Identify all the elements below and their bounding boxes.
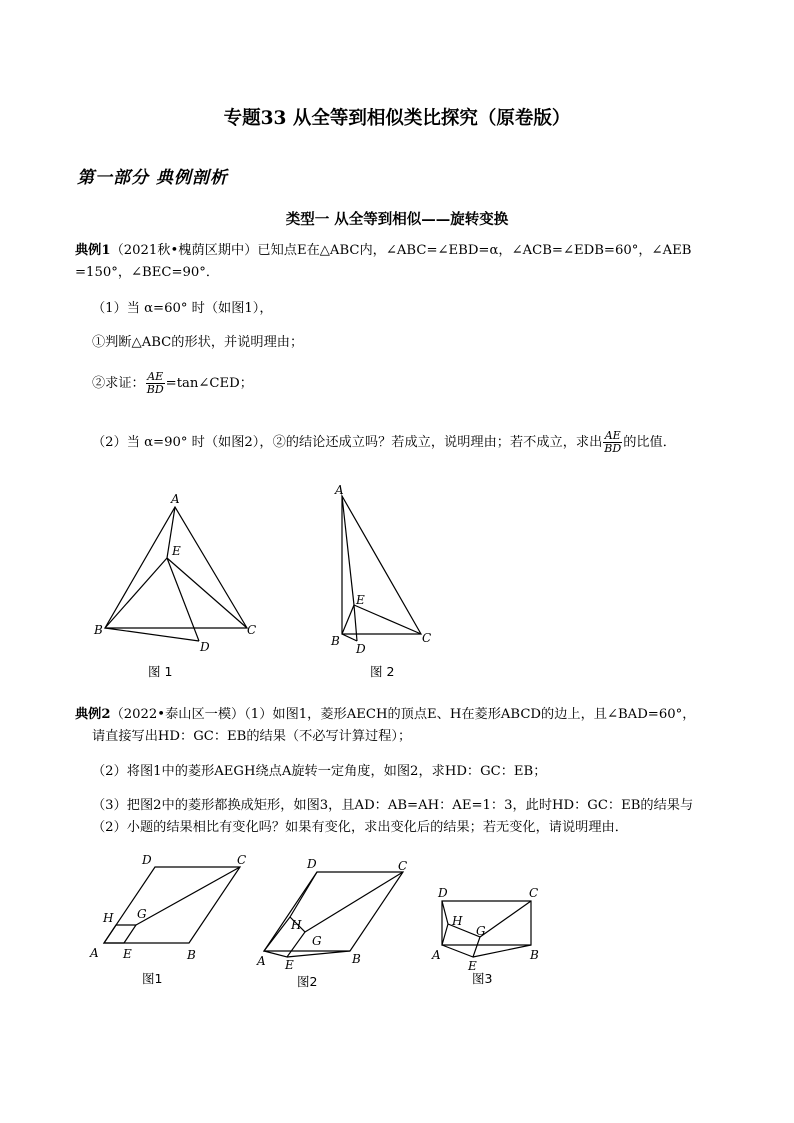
label-c: C: [237, 853, 247, 867]
ex1-q2-post: 的比值．: [623, 435, 676, 450]
label-b: B: [352, 952, 361, 966]
figure-caption: 图3: [472, 971, 493, 986]
label-d: D: [356, 642, 366, 656]
figure-caption: 图1: [142, 971, 163, 986]
ex1-q2-pre: （2）当 α=90° 时（如图2），②的结论还成立吗？若成立，说明理由；若不成立，求出: [92, 435, 603, 450]
ex2-line1-text: （2022•泰山区一模）（1）如图1，菱形AECH的顶点E、H在菱形ABCD的边上，且∠BAD=60°，: [110, 707, 696, 722]
label-a: A: [432, 948, 441, 962]
label-a: A: [257, 954, 266, 968]
label-e: E: [285, 958, 294, 972]
fraction-denominator: BD: [604, 442, 622, 455]
label-e: E: [123, 947, 132, 961]
rectangle-aegh: [442, 924, 480, 957]
ex1-label: 典例1: [75, 243, 111, 258]
figure-caption: 图 1: [148, 664, 173, 679]
label-b: B: [94, 623, 103, 637]
ex2-q3b: （2）小题的结果相比有变化吗？如果有变化，求出变化后的结果；若无变化，请说明理由．: [92, 820, 628, 835]
segment-gc: [480, 901, 531, 937]
label-g: G: [312, 934, 322, 948]
label-h: H: [452, 914, 463, 928]
label-b: B: [530, 948, 539, 962]
label-c: C: [247, 623, 257, 637]
ex1-q1: （1）当 α=60° 时（如图1），: [92, 301, 273, 316]
type-heading: 类型一 从全等到相似——旋转变换: [285, 211, 509, 228]
label-a: A: [171, 492, 180, 506]
ex1-line1-text: （2021秋•槐荫区期中）已知点E在△ABC内，∠ABC=∠EBD=α，∠ACB=∠EDB=60°，∠AEB: [110, 243, 692, 258]
label-g: G: [476, 924, 486, 938]
fraction-denominator: BD: [146, 383, 164, 396]
ex1-q1b-pre: ②求证：: [92, 376, 145, 391]
label-c: C: [398, 859, 408, 873]
label-a: A: [90, 946, 99, 960]
ex2-line2: 请直接写出HD：GC：EB的结果（不必写计算过程）；: [92, 729, 412, 744]
figure-caption: 图 2: [370, 664, 395, 679]
fraction-numerator: AE: [147, 370, 164, 383]
label-d: D: [142, 853, 152, 867]
part-heading: 第一部分 典例剖析: [77, 168, 228, 188]
label-h: H: [291, 918, 302, 932]
label-e: E: [468, 959, 477, 973]
label-a: A: [335, 483, 344, 497]
ex1-q1b-post: =tan∠CED；: [165, 376, 253, 391]
ex1-q1a: ①判断△ABC的形状，并说明理由；: [92, 335, 304, 350]
label-e: E: [172, 544, 181, 558]
ex2-label: 典例2: [75, 707, 111, 722]
label-b: B: [331, 634, 340, 648]
label-d: D: [307, 857, 317, 871]
ex2-q3a: （3）把图2中的菱形都换成矩形，如图3，且AD：AB=AH：AE=1：3，此时HD：GC：EB的结果与: [92, 798, 694, 813]
label-c: C: [422, 631, 432, 645]
page-title: 专题33 从全等到相似类比探究（原卷版）: [223, 108, 571, 129]
label-d: D: [438, 886, 448, 900]
label-g: G: [137, 907, 147, 921]
label-e: E: [356, 593, 365, 607]
segment-eb: [473, 945, 531, 957]
label-b: B: [187, 948, 196, 962]
label-d: D: [200, 640, 210, 654]
fraction-numerator: AE: [604, 429, 621, 442]
ex1-line2: =150°，∠BEC=90°．: [75, 265, 220, 280]
segment-hd: [442, 901, 448, 924]
figure-caption: 图2: [297, 974, 318, 989]
label-c: C: [529, 886, 539, 900]
ex2-q2: （2）将图1中的菱形AEGH绕点A旋转一定角度，如图2，求HD：GC：EB；: [92, 764, 547, 779]
label-h: H: [103, 911, 114, 925]
